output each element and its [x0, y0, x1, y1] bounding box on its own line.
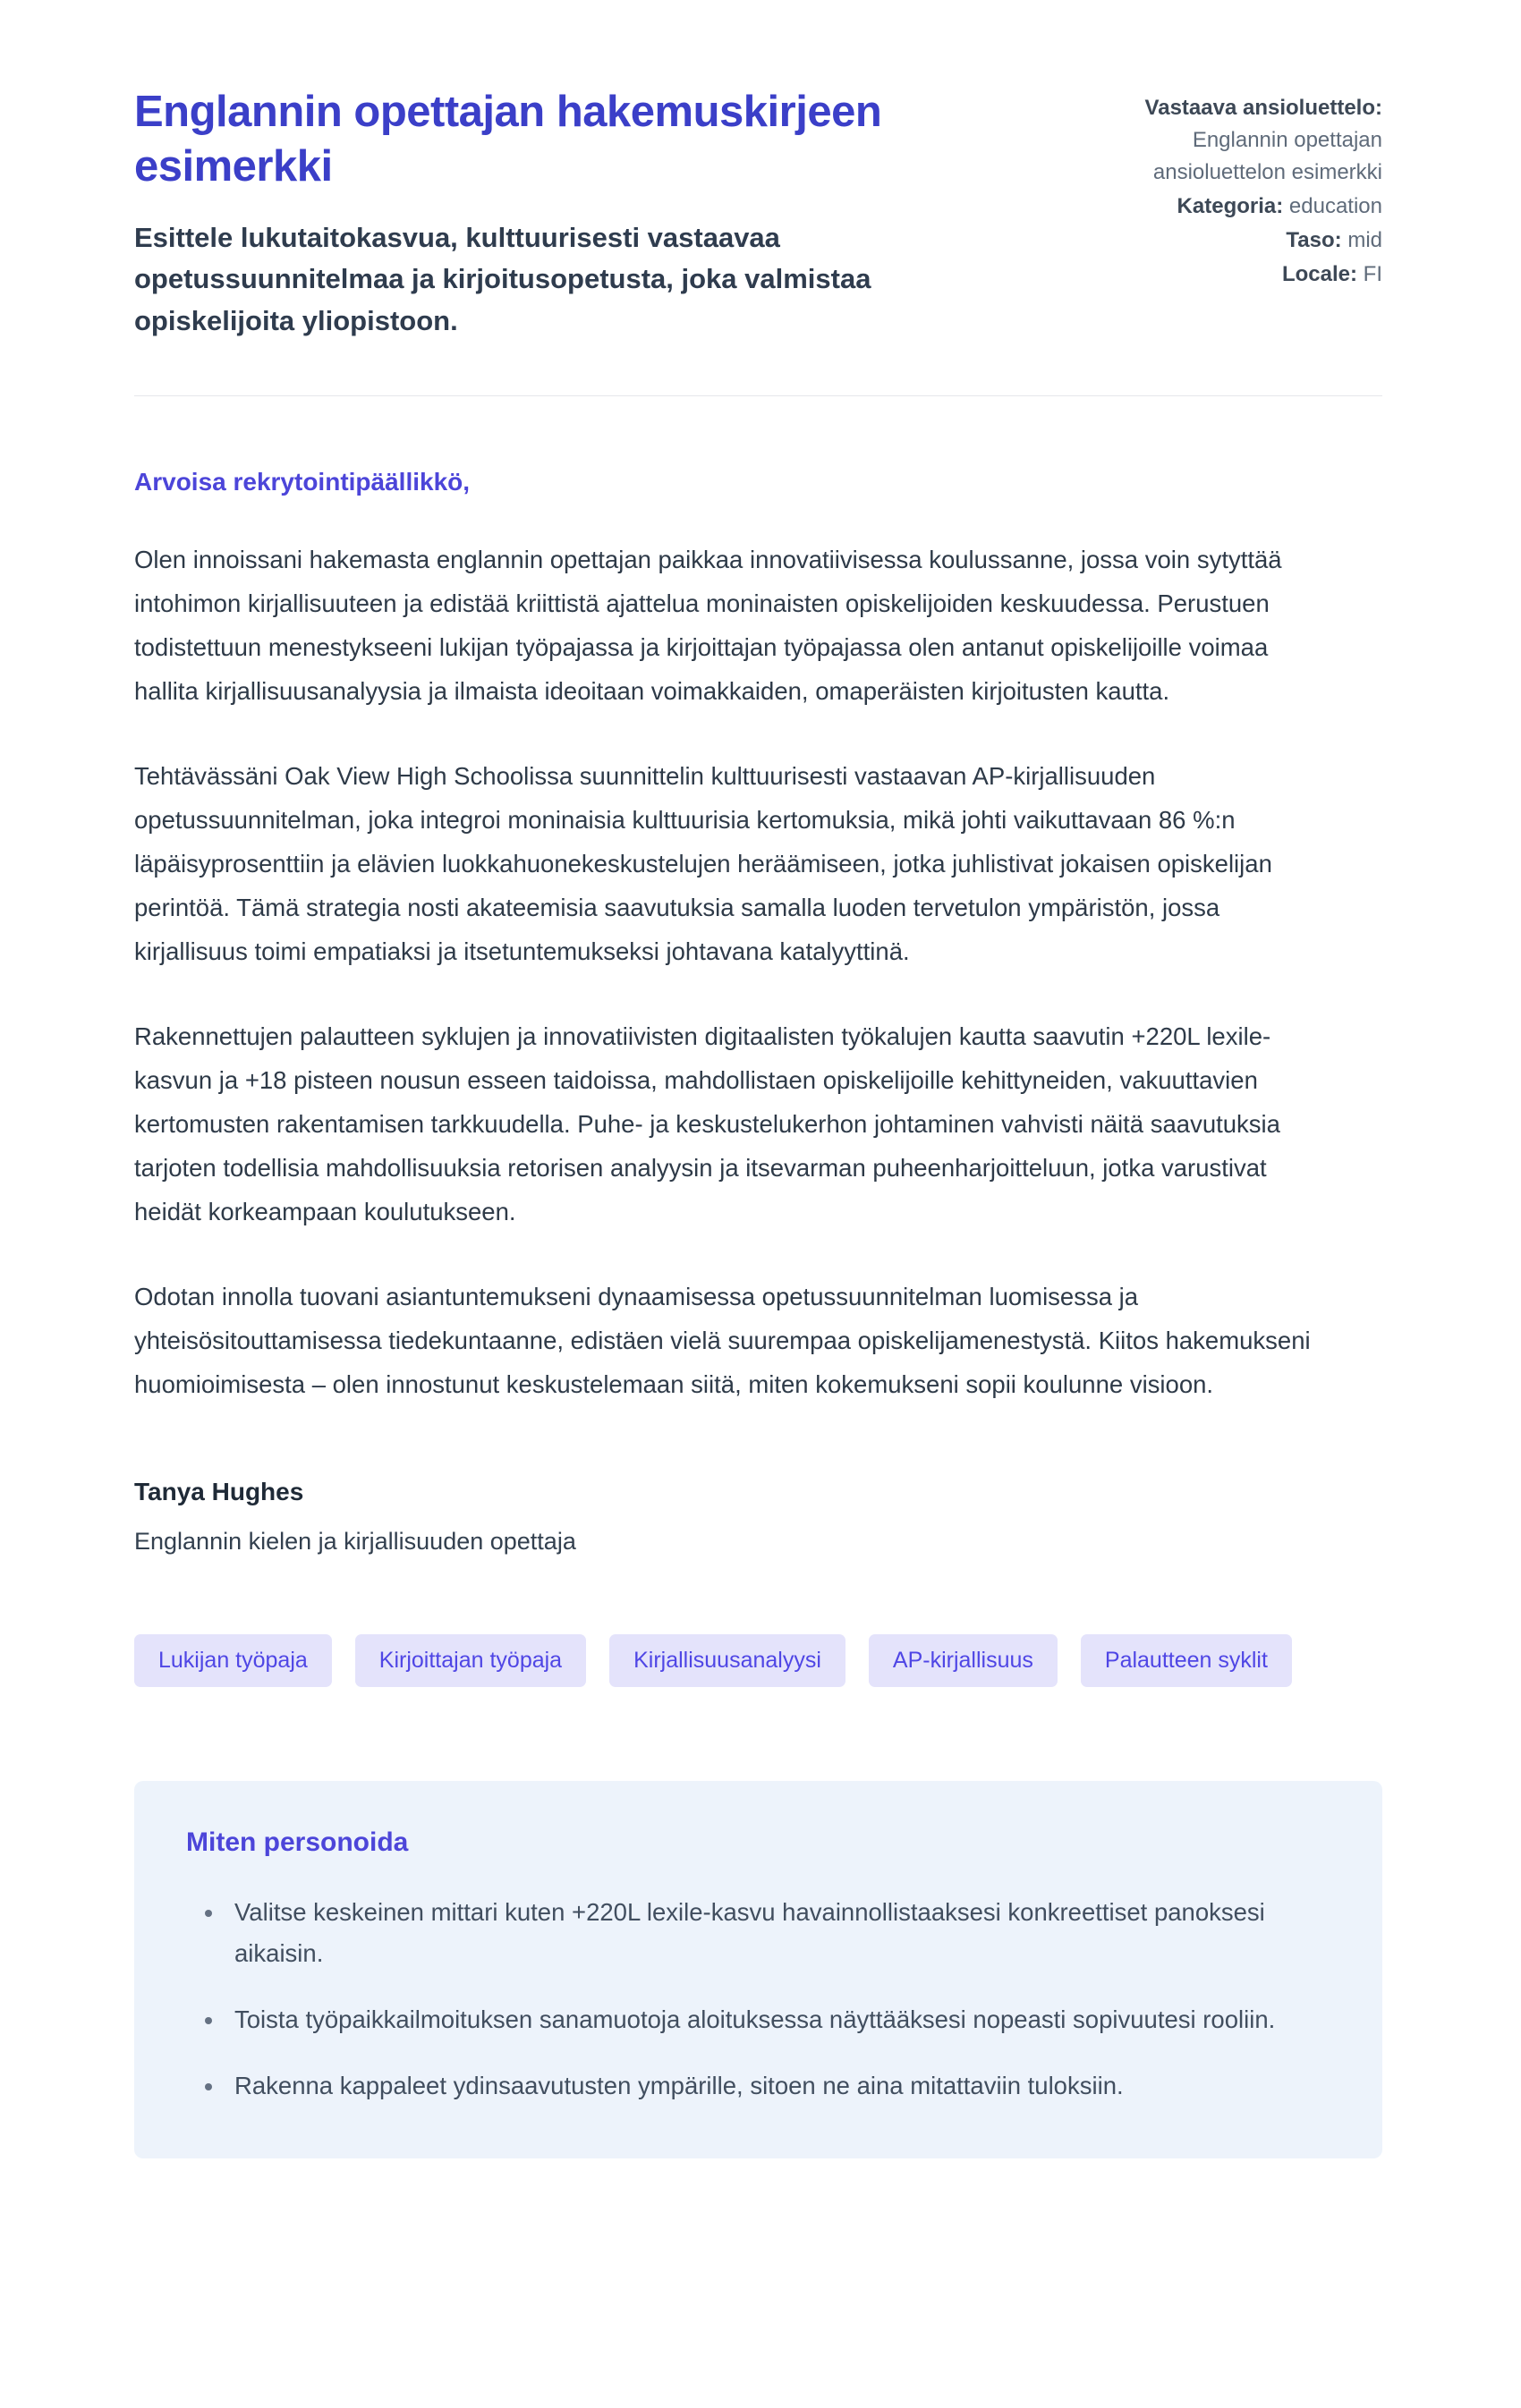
cover-letter	[134, 468, 1382, 1556]
tips-list	[186, 1892, 1330, 2107]
meta-label: Kategoria:	[1177, 194, 1284, 218]
signature-role: Englannin kielen ja kirjallisuuden opettaja	[134, 1528, 576, 1555]
letter-paragraph: Olen innoissani hakemasta englannin opettajan paikkaa innovatiivisessa koulussanne, jossa voin sytyttää intohimon kirjallisuuteen ja edistää kriittistä ajattelua moninaisten opiskelijoiden keskuudessa. Perustuen todistettuun menestykseeni lukijan työpajassa ja kirjoittajan työpajassa olen antanut opiskelijoille voimaa hallita kirjallisuusanalyysia ja ilmaista ideoitaan voimakkaiden, omaperäisten kirjoitusten kautta.	[134, 546, 1282, 705]
letter-paragraph: Odotan innolla tuovani asiantuntemukseni dynaamisessa opetussuunnitelman luomisessa ja yhteisösitouttamisessa tiedekuntaanne, edistäen vielä suurempaa opiskelijamenestystä. Kiitos hakemukseni huomioimisesta – olen innostunut keskustelemaan siitä, miten kokemukseni sopii koulunne visioon.	[134, 1283, 1311, 1398]
meta-value: mid	[1347, 228, 1382, 252]
tag-chip[interactable]: Lukijan työpaja	[134, 1634, 332, 1687]
letter-paragraph: Tehtävässäni Oak View High Schoolissa suunnittelin kulttuurisesti vastaavan AP-kirjallisuuden opetussuunnitelman, joka integroi moninaisia kulttuurisia kertomuksia, mikä johti vaikuttavaan 86 %:n läpäisyprosenttiin ja elävien luokkahuonekeskustelujen heräämiseen, jotka juhlistivat jokaisen opiskelijan perintöä. Tämä strategia nosti akateemisia saavutuksia samalla luoden tervetulon ympäristön, jossa kirjallisuus toimi empatiaksi ja itsetuntemukseksi johtavana katalyyttinä.	[134, 762, 1272, 965]
tag-chip[interactable]: AP-kirjallisuus	[869, 1634, 1058, 1687]
meta-panel	[1096, 85, 1382, 293]
meta-row-category	[1096, 191, 1382, 223]
header	[134, 85, 1382, 342]
tip-item: • Toista työpaikkailmoituksen sanamuotoja aloituksessa näyttääksesi nopeasti sopivuutesi rooliin.	[225, 1999, 1317, 2040]
tip-item: • Rakenna kappaleet ydinsaavutusten ympärille, sitoen ne aina mitattaviin tuloksiin.	[225, 2065, 1317, 2107]
meta-value: education	[1288, 194, 1382, 218]
tip-item: • Valitse keskeinen mittari kuten +220L lexile-kasvu havainnollistaaksesi konkreettiset panoksesi aikaisin.	[225, 1892, 1317, 1974]
letter-greeting: Arvoisa rekrytointipäällikkö,	[134, 468, 471, 496]
meta-value: Englannin opettajan ansioluettelon esimerkki	[1152, 128, 1382, 184]
letter-paragraph: Rakennettujen palautteen syklujen ja innovatiivisten digitaalisten työkalujen kautta saavutin +220L lexile-kasvun ja +18 pisteen nousun esseen taidoissa, mahdollistaen opiskelijoille kehittyneiden, vakuuttavien kertomusten rakentamisen tarkkuudella. Puhe- ja keskustelukerhon johtaminen vahvisti näitä saavutuksia tarjoten todellisia mahdollisuuksia retorisen analyysin ja itsevarman puheenharjoitteluun, jotka varustivat heidät korkeampaan koulutukseen.	[134, 1022, 1280, 1225]
meta-value: FI	[1363, 262, 1382, 286]
page-title: Englannin opettajan hakemuskirjeen esimerkki	[134, 88, 882, 191]
tips-box	[134, 1781, 1382, 2158]
tag-list	[134, 1634, 1382, 1687]
meta-label: Taso:	[1286, 228, 1342, 252]
tag-chip[interactable]: Palautteen syklit	[1081, 1634, 1292, 1687]
tag-chip[interactable]: Kirjoittajan työpaja	[355, 1634, 586, 1687]
meta-label: Vastaava ansioluettelo:	[1144, 96, 1382, 120]
tips-title: Miten personoida	[186, 1827, 409, 1857]
meta-label: Locale:	[1281, 262, 1357, 286]
signature-name: Tanya Hughes	[134, 1478, 304, 1505]
meta-row-locale	[1096, 259, 1382, 291]
divider	[134, 395, 1382, 396]
page-subtitle: Esittele lukutaitokasvua, kulttuurisesti vastaavaa opetussuunnitelmaa ja kirjoitusopetusta, joka valmistaa opiskelijoita yliopistoon.	[134, 221, 871, 336]
tag-chip[interactable]: Kirjallisuusanalyysi	[609, 1634, 845, 1687]
header-left	[134, 85, 1029, 342]
meta-row-level	[1096, 225, 1382, 257]
meta-row-matching-resume	[1096, 92, 1382, 189]
